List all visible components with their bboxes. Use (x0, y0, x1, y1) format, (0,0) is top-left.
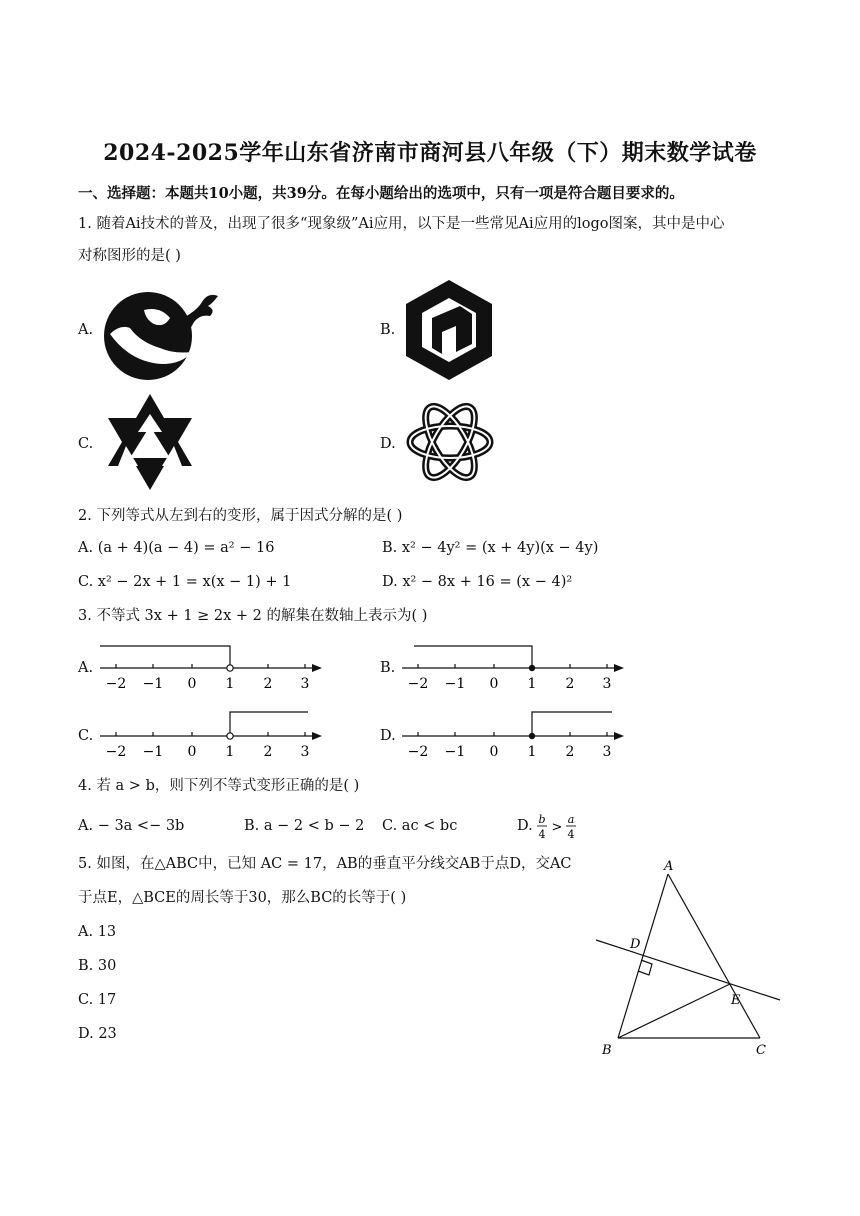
number-line-d (398, 706, 628, 762)
tick-label: −2 (407, 676, 429, 692)
number-line-a (96, 638, 326, 694)
tick-label: 3 (300, 676, 310, 692)
q5-option-b: B. 30 (78, 958, 117, 974)
page-title: 2024-2025学年山东省济南市商河县八年级（下）期末数学试卷 (103, 140, 757, 166)
q5-stem-line1: 5. 如图，在△ABC中，已知 AC = 17，AB的垂直平分线交AB于点D，交AC (78, 856, 572, 872)
tick-label: −1 (444, 676, 466, 692)
tick-label: 3 (602, 744, 612, 760)
tick-label: −2 (407, 744, 429, 760)
triangle-figure (590, 852, 790, 1062)
svg-text:4: 4 (567, 828, 575, 841)
tick-label: 1 (225, 744, 235, 760)
knot-logo-icon (404, 396, 496, 488)
tick-label: 1 (225, 676, 235, 692)
tick-label: 0 (489, 676, 499, 692)
svg-text:b: b (538, 813, 546, 826)
q5-option-c: C. 17 (78, 992, 117, 1008)
tick-label: 1 (527, 676, 537, 692)
q4-option-c: C. ac < bc (382, 818, 458, 834)
tick-label: 3 (300, 744, 310, 760)
q2-option-d: D. x² − 8x + 16 = (x − 4)² (382, 574, 573, 590)
tick-label: 2 (565, 676, 575, 692)
tick-label: 0 (187, 676, 197, 692)
tick-label: 1 (527, 744, 537, 760)
q5-option-a: A. 13 (78, 924, 117, 940)
tick-label: 2 (263, 676, 273, 692)
svg-text:a: a (567, 813, 575, 826)
tick-label: 0 (187, 744, 197, 760)
q3-option-a-label: A. (78, 660, 94, 676)
q1-stem-line1: 1. 随着Ai技术的普及，出现了很多“现象级”Ai应用，以下是一些常见Ai应用的logo图案，其中是中心 (78, 216, 725, 232)
q1-option-a-label: A. (78, 322, 94, 338)
q4-option-b: B. a − 2 < b − 2 (244, 818, 365, 834)
q4-stem: 4. 若 a > b，则下列不等式变形正确的是( ) (78, 778, 360, 794)
q3-stem: 3. 不等式 3x + 1 ≥ 2x + 2 的解集在数轴上表示为( ) (78, 608, 428, 624)
q5-stem-line2: 于点E，△BCE的周长等于30，那么BC的长等于( ) (78, 890, 407, 906)
q2-option-c: C. x² − 2x + 1 = x(x − 1) + 1 (78, 574, 292, 590)
point-label-e: E (731, 993, 741, 1008)
q2-option-b: B. x² − 4y² = (x + 4y)(x − 4y) (382, 540, 599, 556)
number-line-c (96, 706, 326, 762)
svg-text:>: > (551, 820, 563, 835)
q1-stem-line2: 对称图形的是( ) (78, 248, 181, 264)
hexagon-logo-icon (402, 278, 496, 382)
tick-label: 2 (565, 744, 575, 760)
tick-label: 3 (602, 676, 612, 692)
point-label-d: D (630, 937, 641, 952)
q1-option-c-label: C. (78, 436, 94, 452)
q3-option-c-label: C. (78, 728, 94, 744)
q4-option-d-fraction (536, 810, 580, 844)
q3-option-b-label: B. (380, 660, 396, 676)
q4-option-d-label: D. (517, 818, 533, 834)
number-line-b (398, 638, 628, 694)
svg-text:4: 4 (538, 828, 546, 841)
whale-logo-icon (100, 284, 222, 380)
section-heading: 一、选择题：本题共10小题，共39分。在每小题给出的选项中，只有一项是符合题目要求的。 (78, 185, 684, 202)
q2-stem: 2. 下列等式从左到右的变形，属于因式分解的是( ) (78, 508, 403, 524)
q4-option-a: A. − 3a <− 3b (78, 818, 185, 834)
star-logo-icon (104, 392, 196, 492)
tick-label: −2 (105, 744, 127, 760)
q5-option-d: D. 23 (78, 1026, 117, 1042)
q1-option-b-label: B. (380, 322, 396, 338)
tick-label: −1 (142, 676, 164, 692)
q3-option-d-label: D. (380, 728, 396, 744)
tick-label: −1 (142, 744, 164, 760)
point-label-c: C (756, 1043, 766, 1058)
tick-label: 2 (263, 744, 273, 760)
point-label-a: A (664, 859, 674, 874)
q2-option-a: A. (a + 4)(a − 4) = a² − 16 (78, 540, 275, 556)
tick-label: −2 (105, 676, 127, 692)
tick-label: 0 (489, 744, 499, 760)
q1-option-d-label: D. (380, 436, 396, 452)
tick-label: −1 (444, 744, 466, 760)
point-label-b: B (602, 1043, 612, 1058)
